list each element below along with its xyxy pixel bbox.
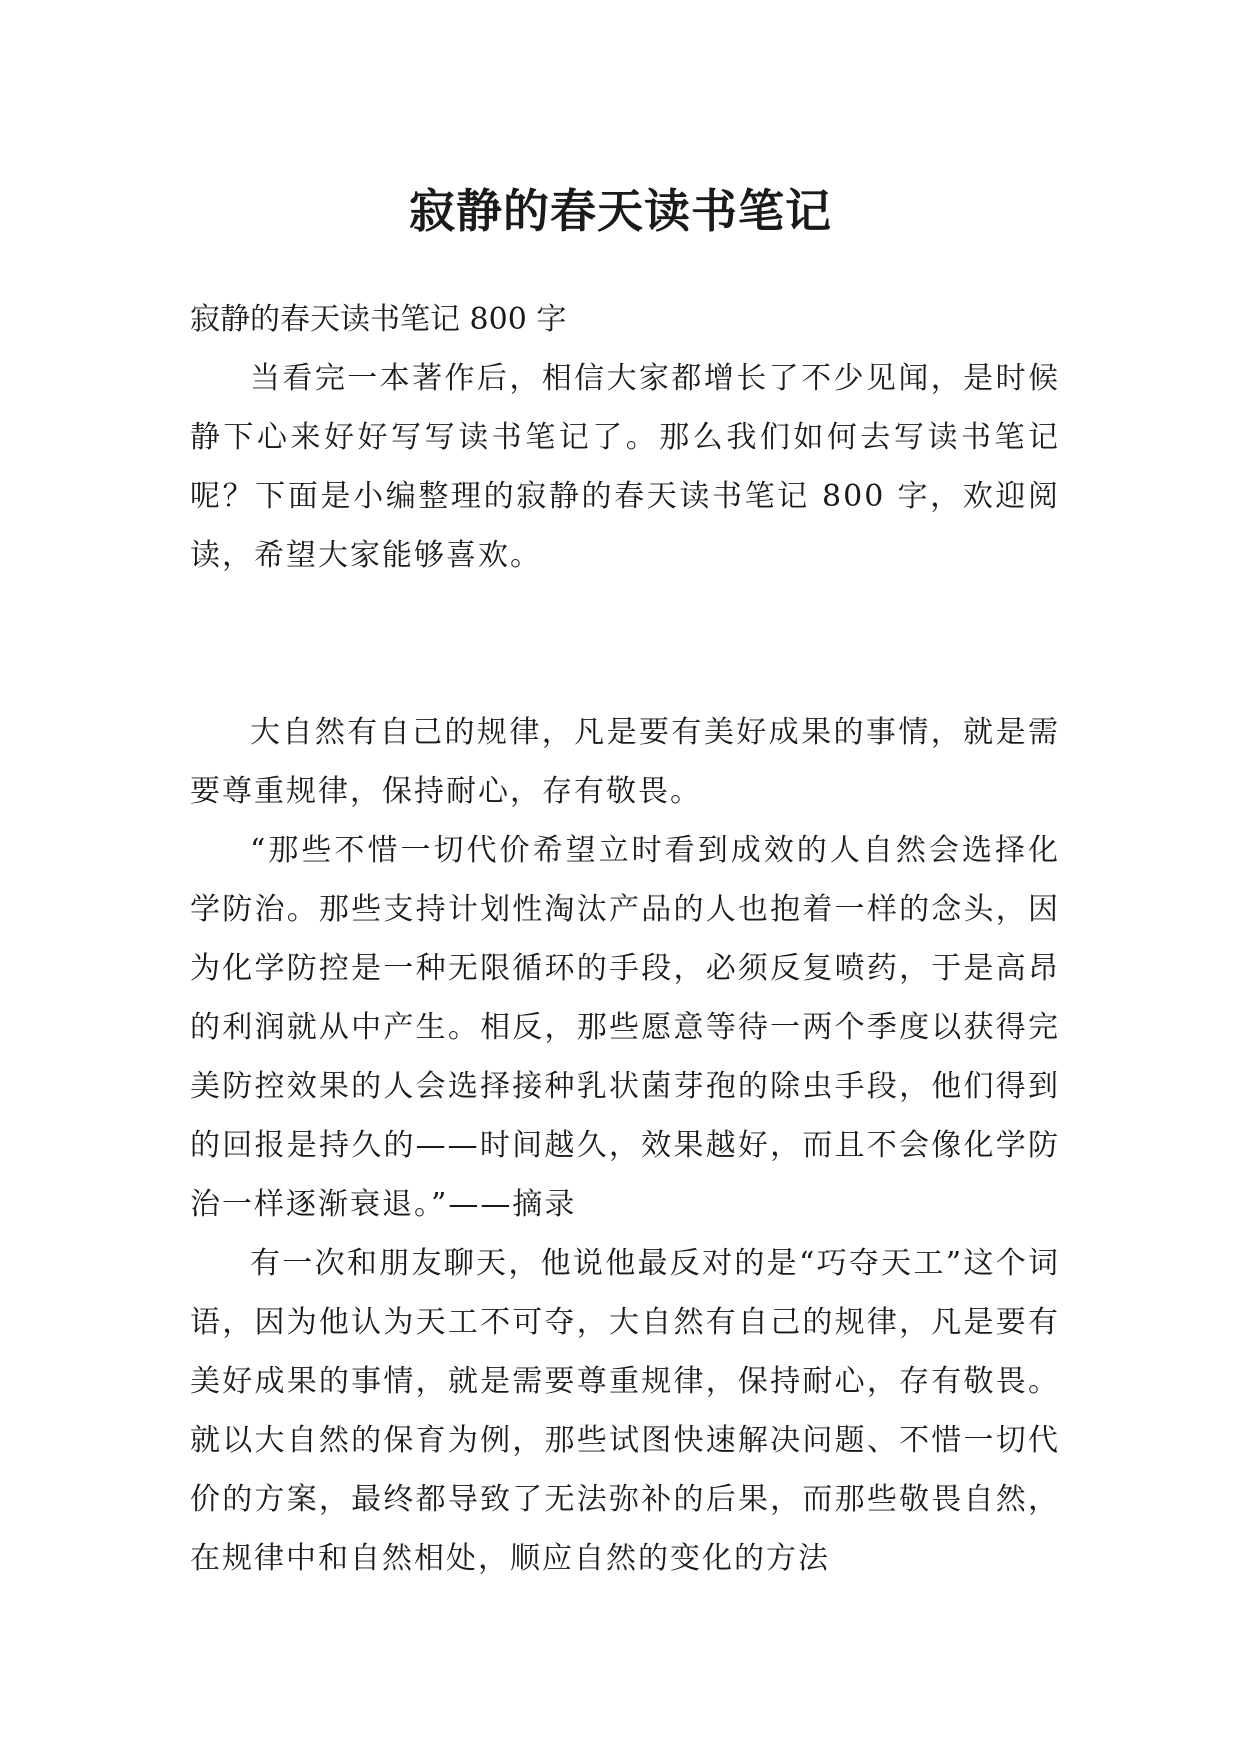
body-paragraph: 大自然有自己的规律，凡是要有美好成果的事情，就是需要尊重规律，保持耐心，存有敬畏。 (190, 715, 1060, 809)
quote-paragraph: “那些不惜一切代价希望立时看到成效的人自然会选择化学防治。那些支持计划性淘汰产品的人也抱着一样的念头，因为化学防控是一种无限循环的手段，必须反复喷药，于是高昂的利润就从中产生。相反，那些愿意等待一两个季度以获得完美防控效果的人会选择接种乳状菌芽孢的除虫手段，他们得到的回报是持久的——时间越久，效果越好，而且不会像化学防治一样逐渐衰退。”——摘录 (190, 833, 1060, 1222)
intro-paragraph: 当看完一本著作后，相信大家都增长了不少见闻，是时候静下心来好好写写读书笔记了。那么我们如何去写读书笔记呢？下面是小编整理的寂静的春天读书笔记 800 字，欢迎阅读，希望大家能够喜欢。 (190, 361, 1060, 573)
document-subtitle: 寂静的春天读书笔记 800 字 (190, 302, 567, 337)
paragraph-spacer (190, 585, 1060, 703)
document-body (190, 290, 1060, 1588)
document-title: 寂静的春天读书笔记 (409, 183, 832, 238)
body-paragraph: 有一次和朋友聊天，他说他最反对的是“巧夺天工”这个词语，因为他认为天工不可夺，大自然有自己的规律，凡是要有美好成果的事情，就是需要尊重规律，保持耐心，存有敬畏。就以大自然的保育为例，那些试图快速解决问题、不惜一切代价的方案，最终都导致了无法弥补的后果，而那些敬畏自然，在规律中和自然相处，顺应自然的变化的方法 (190, 1246, 1060, 1576)
